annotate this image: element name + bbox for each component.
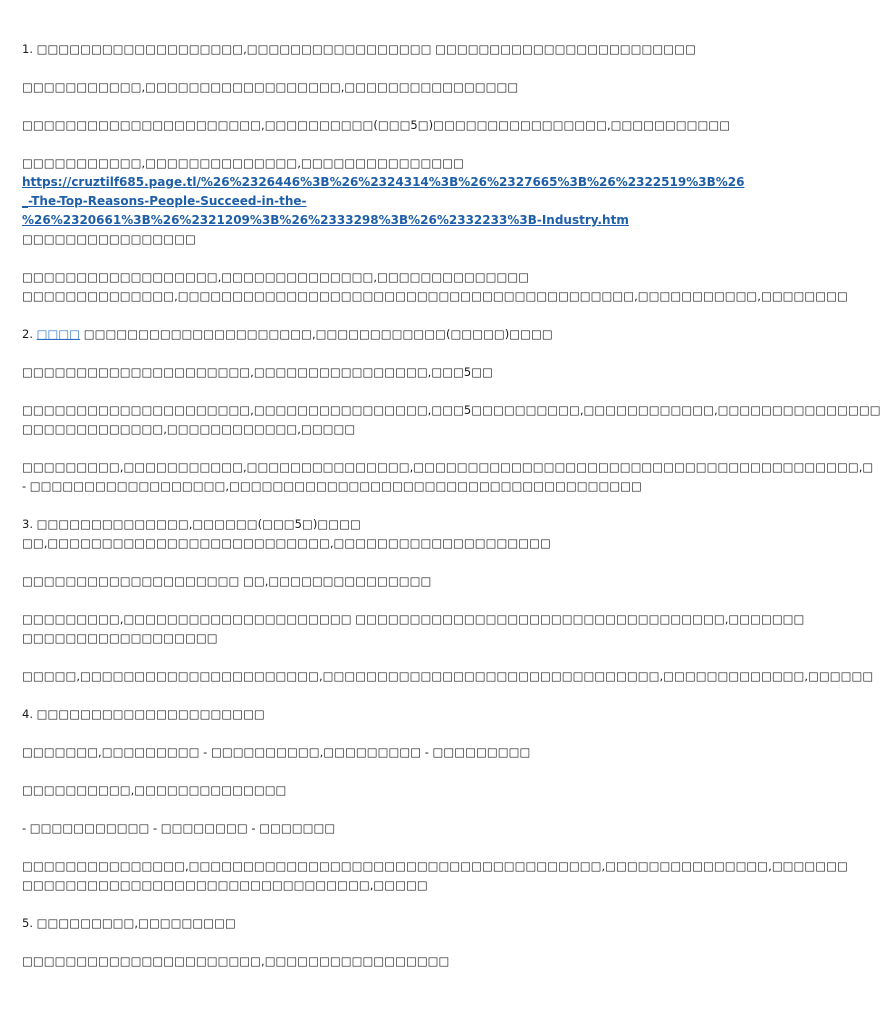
paragraph-line: □□□□□□□□□,□□□□□□□□□□□,□□□□□□□□□□□□□□□,□□□□□□□□□□□□□□□□□□□□□□□□□□□□□□□□□□□□□□□□□,□: [22, 460, 874, 474]
paragraph-line: 3. □□□□□□□□□□□□□□,□□□□□□(□□□5□)□□□□: [22, 517, 361, 531]
paragraph-line: 1. □□□□□□□□□□□□□□□□□□□,□□□□□□□□□□□□□□□□□ □□□□□□□□□□□□□□□□□□□□□□□□: [22, 42, 696, 56]
paragraph: [22, 363, 698, 382]
link-intro-text: □□□□□□□□□□□,□□□□□□□□□□□□□□,□□□□□□□□□□□□□□□: [22, 156, 464, 170]
link-after-text: □□□□□□□□□□□□□□□□: [22, 232, 196, 246]
paragraph-line: □□□□□□□□□□□□□□□□□□□□ □□,□□□□□□□□□□□□□□□: [22, 574, 432, 588]
paragraph-line: □□□□□□□,□□□□□□□□□ - □□□□□□□□□□,□□□□□□□□□ - □□□□□□□□□: [22, 745, 531, 759]
paragraph: [22, 781, 698, 800]
paragraph-line: 4. □□□□□□□□□□□□□□□□□□□□□: [22, 707, 265, 721]
paragraph: [22, 572, 698, 591]
section-2-text: □□□□□□□□□□□□□□□□□□□□□,□□□□□□□□□□□□(□□□□□)□□□□: [83, 327, 553, 341]
external-link-url-line-3[interactable]: %26%2320661%3B%26%2321209%3B%26%2333298%3B%26%2332233%3B-Industry.htm: [22, 213, 629, 227]
paragraph-line: □□□□□,□□□□□□□□□□□□□□□□□□□□□□,□□□□□□□□□□□□□□□□□□□□□□□□□□□□□□□,□□□□□□□□□□□□□,□□□□□□: [22, 669, 874, 683]
paragraph: [22, 458, 874, 496]
paragraph-line: □□□□□□□□□□□□□□□□□□□□□□,□□□□□□□□□□□□□□□□□: [22, 954, 450, 968]
paragraph-line: □□□□□□□□□□□,□□□□□□□□□□□□□□□□□□,□□□□□□□□□□□□□□□□: [22, 80, 519, 94]
paragraph-line: □□□□□□□□□□□□□□□□□□□□□□□□□□□□□□□□,□□□□□: [22, 878, 428, 892]
paragraph-line: - □□□□□□□□□□□□□□□□□□,□□□□□□□□□□□□□□□□□□□□□□□□□□□□□□□□□□□□□□: [22, 479, 642, 493]
paragraph-line: □□□□□□□□□□□□□□□□□□,□□□□□□□□□□□□□□,□□□□□□□□□□□□□□: [22, 270, 530, 284]
paragraph-line: □□,□□□□□□□□□□□□□□□□□□□□□□□□□□,□□□□□□□□□□□□□□□□□□□□: [22, 536, 551, 550]
paragraph: [22, 667, 874, 686]
section-2-heading: [22, 325, 698, 344]
paragraph: [22, 743, 698, 762]
paragraph-line: □□□□□□□□□□□□□□□□□□□□□,□□□□□□□□□□□□□□□□,□□□5□□□□□□□□□□,□□□□□□□□□□□□,□□□□□□□□□□□□□□□: [22, 403, 881, 417]
paragraph: [22, 78, 698, 97]
paragraph-line: □□□□□□□□□□□□□□,□□□□□□□□□□□□□□□□□□□□□□□□□□□□□□□□□□□□□□□□□□,□□□□□□□□□□□,□□□□□□□□: [22, 289, 848, 303]
paragraph: [22, 268, 848, 306]
link-paragraph: [22, 154, 745, 249]
paragraph: [22, 515, 698, 553]
external-link-url-line-1[interactable]: https://cruztilf685.page.tl/%26%2326446%3B%26%2324314%3B%26%2327665%3B%26%2322519%3B%26: [22, 175, 745, 189]
paragraph: [22, 819, 698, 838]
paragraph: [22, 610, 805, 648]
external-link-url-line-2[interactable]: _-The-Top-Reasons-People-Succeed-in-the-: [22, 194, 307, 208]
paragraph-line: □□□□□□□□□□□□□,□□□□□□□□□□□□,□□□□□: [22, 422, 356, 436]
paragraph-line: □□□□□□□□□□□□□□□□□□□□□□,□□□□□□□□□□(□□□5□)□□□□□□□□□□□□□□□□,□□□□□□□□□□□: [22, 118, 731, 132]
paragraph-line: □□□□□□□□□□□□□□□□□□: [22, 631, 218, 645]
paragraph-line: □□□□□□□□□□,□□□□□□□□□□□□□□: [22, 783, 287, 797]
paragraph-line: □□□□□□□□□□□□□□□□□□□□□,□□□□□□□□□□□□□□□□,□□□5□□: [22, 365, 493, 379]
paragraph-line: - □□□□□□□□□□□ - □□□□□□□□ - □□□□□□□: [22, 821, 336, 835]
paragraph: [22, 914, 698, 933]
section-2-number: 2.: [22, 327, 33, 341]
paragraph: [22, 40, 698, 59]
paragraph-line: 5. □□□□□□□□□,□□□□□□□□□: [22, 916, 236, 930]
paragraph-group-b: [22, 268, 848, 306]
paragraph-line: □□□□□□□□□□□□□□□,□□□□□□□□□□□□□□□□□□□□□□□□□□□□□□□□□□□□□□,□□□□□□□□□□□□□□□,□□□□□□□: [22, 859, 848, 873]
paragraph: [22, 705, 698, 724]
document-body: [22, 40, 881, 990]
paragraph: [22, 116, 731, 135]
section-2-inline-link[interactable]: □□□□: [36, 327, 81, 341]
paragraph: [22, 401, 881, 439]
paragraph: [22, 952, 698, 971]
paragraph-group-c: [22, 363, 881, 971]
paragraph-group-a: [22, 40, 731, 135]
paragraph-line: □□□□□□□□□,□□□□□□□□□□□□□□□□□□□□□ □□□□□□□□□□□□□□□□□□□□□□□□□□□□□□□□□□,□□□□□□□: [22, 612, 805, 626]
paragraph: [22, 857, 848, 895]
